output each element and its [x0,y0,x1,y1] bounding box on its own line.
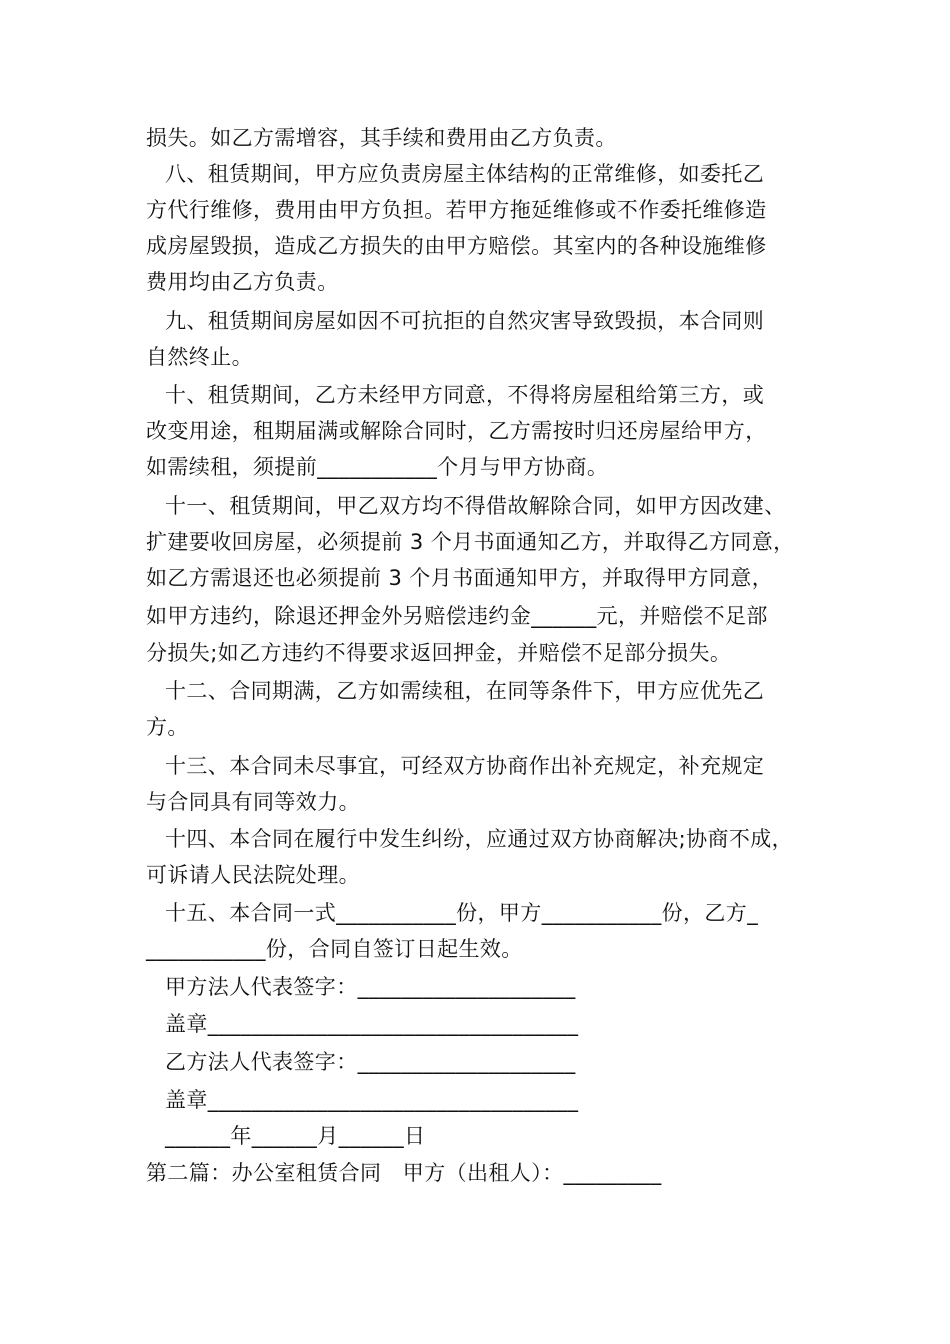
paragraph-line: 方。 [146,715,189,739]
clause-9-line: 九、租赁期间房屋如因不可抗拒的自然灾害导致毁损，本合同则 [165,309,765,333]
clause-14-line: 十四、本合同在履行中发生纠纷，应通过双方协商解决;协商不成， [165,827,794,851]
clause-8-line: 八、租赁期间，甲方应负责房屋主体结构的正常维修，如委托乙 [165,162,765,186]
paragraph-line: 与合同具有同等效力。 [146,790,360,814]
paragraph-line: 如乙方需退还也必须提前 3 个月书面通知甲方，并取得甲方同意， [146,566,774,590]
paragraph-line: 费用均由乙方负责。 [146,270,339,294]
clause-11-line: 十一、租赁期间，甲乙双方均不得借故解除合同，如甲方因改建、 [165,494,786,518]
paragraph-line: 改变用途，租期届满或解除合同时，乙方需按时归还房屋给甲方， [146,419,767,443]
paragraph-line: 分损失;如乙方违约不得要求返回押金，并赔偿不足部分损失。 [146,641,732,665]
paragraph-line: 损失。如乙方需增容，其手续和费用由乙方负责。 [146,126,617,150]
paragraph-line: 如甲方违约，除退还押金外另赔偿违约金______元，并赔偿不足部 [146,604,768,628]
party-b-signature-line: 乙方法人代表签字：____________________ [165,1050,576,1074]
paragraph-line: 自然终止。 [146,345,253,369]
paragraph-line: 可诉请人民法院处理。 [146,863,360,887]
clause-13-line: 十三、本合同未尽事宜，可经双方协商作出补充规定，补充规定 [165,754,765,778]
paragraph-line: 方代行维修，费用由甲方负担。若甲方拖延维修或不作委托维修造 [146,198,767,222]
date-line: ______年______月______日 [165,1124,426,1148]
party-b-seal-line: 盖章__________________________________ [165,1088,579,1112]
paragraph-line: 如需续租，须提前___________个月与甲方协商。 [146,455,609,479]
paragraph-line: 成房屋毁损，造成乙方损失的由甲方赔偿。其室内的各种设施维修 [146,234,767,258]
paragraph-line: ___________份，合同自签订日起生效。 [146,937,523,961]
clause-15-line: 十五、本合同一式___________份，甲方___________份，乙方_ [165,901,759,925]
party-a-signature-line: 甲方法人代表签字：____________________ [165,975,576,999]
clause-12-line: 十二、合同期满，乙方如需续租，在同等条件下，甲方应优先乙 [165,679,765,703]
section-two-heading: 第二篇：办公室租赁合同 甲方（出租人）：_________ [146,1161,662,1185]
party-a-seal-line: 盖章__________________________________ [165,1012,579,1036]
clause-10-line: 十、租赁期间，乙方未经甲方同意，不得将房屋租给第三方，或 [165,383,765,407]
paragraph-line: 扩建要收回房屋，必须提前 3 个月书面通知乙方，并取得乙方同意， [146,530,795,554]
